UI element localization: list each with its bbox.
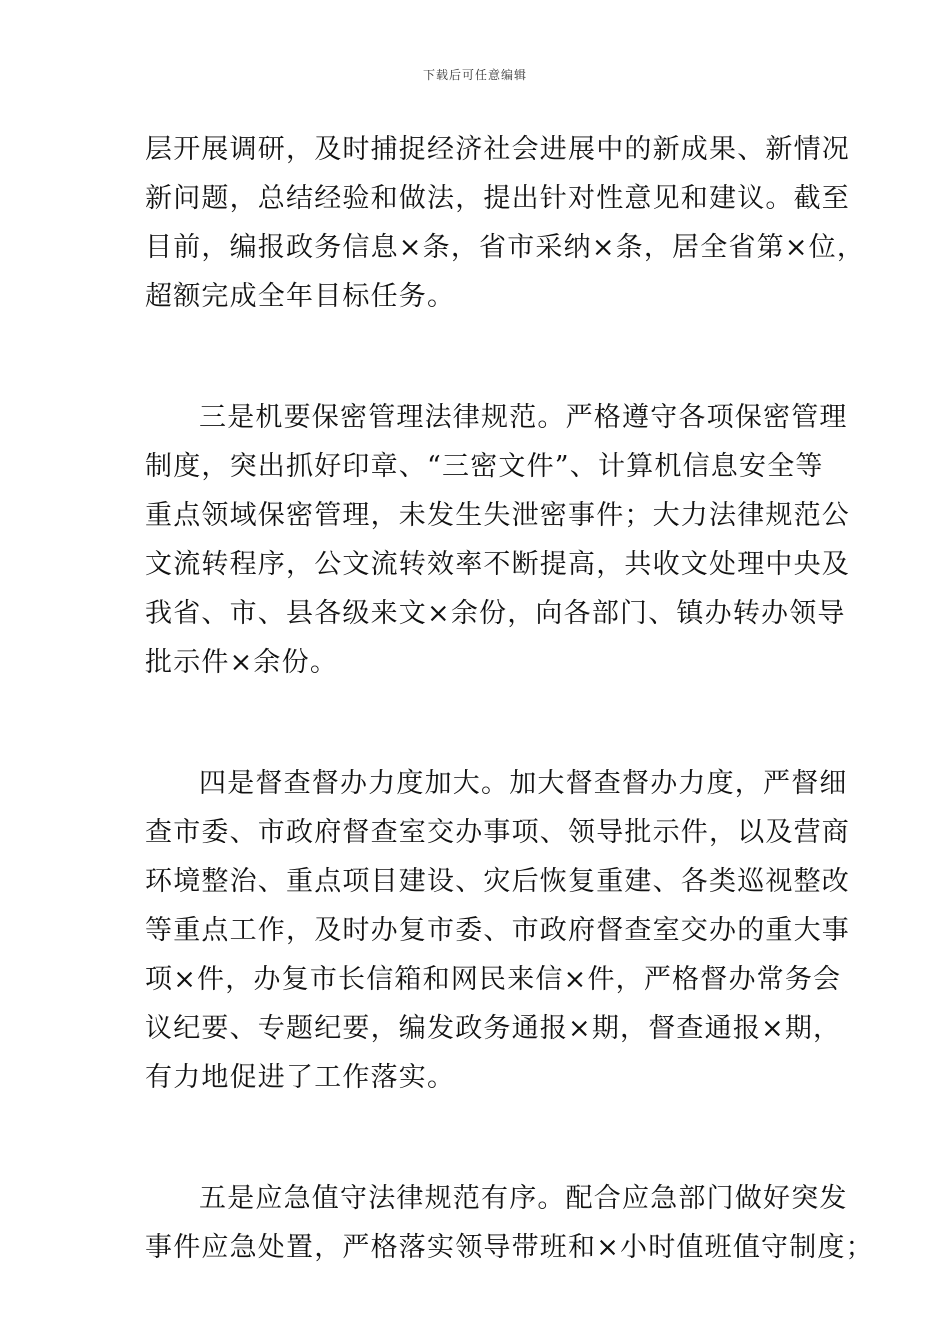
text-line: 等重点工作，及时办复市委、市政府督查室交办的重大事: [145, 915, 850, 946]
text-line: 议纪要、专题纪要，编发政务通报×期，督查通报×期，: [145, 1013, 842, 1044]
document-body: [145, 125, 874, 1344]
text-line: 五是应急值守法律规范有序。配合应急部门做好突发: [199, 1183, 848, 1214]
text-line: 目前，编报政务信息×条，省市采纳×条，居全省第×位，: [145, 232, 866, 263]
text-line: 制度，突出抓好印章、“三密文件”、计算机信息安全等: [145, 451, 824, 482]
paragraph-confidentiality: [145, 393, 850, 687]
text-line: 重点领域保密管理，未发生失泄密事件；大力法律规范公: [145, 500, 850, 531]
text-line: 四是督查督办力度加大。加大督查督办力度，严督细: [199, 768, 848, 799]
text-line: 层开展调研，及时捕捉经济社会进展中的新成果、新情况: [145, 134, 850, 165]
text-line: 有力地促进了工作落实。: [145, 1062, 456, 1093]
page-header: 下载后可任意编辑: [422, 68, 527, 82]
text-line: 项×件，办复市长信箱和网民来信×件，严格督办常务会: [145, 964, 842, 995]
text-line: 事件应急处置，严格落实领导带班和×小时值班值守制度；: [145, 1232, 874, 1263]
text-line: 文流转程序，公文流转效率不断提高，共收文处理中央及: [145, 549, 850, 580]
paragraph-research-summary: [145, 125, 866, 321]
text-line: 三是机要保密管理法律规范。严格遵守各项保密管理: [199, 402, 848, 433]
paragraph-emergency-duty: [145, 1174, 874, 1272]
text-line: 批示件×余份。: [145, 647, 339, 678]
text-line: 新问题，总结经验和做法，提出针对性意见和建议。截至: [145, 183, 850, 214]
text-line: 环境整治、重点项目建设、灾后恢复重建、各类巡视整改: [145, 866, 850, 897]
paragraph-supervision: [145, 759, 850, 1102]
text-line: 超额完成全年目标任务。: [145, 281, 456, 312]
text-line: 我省、市、县各级来文×余份，向各部门、镇办转办领导: [145, 598, 846, 629]
text-line: 查市委、市政府督查室交办事项、领导批示件，以及营商: [145, 817, 850, 848]
